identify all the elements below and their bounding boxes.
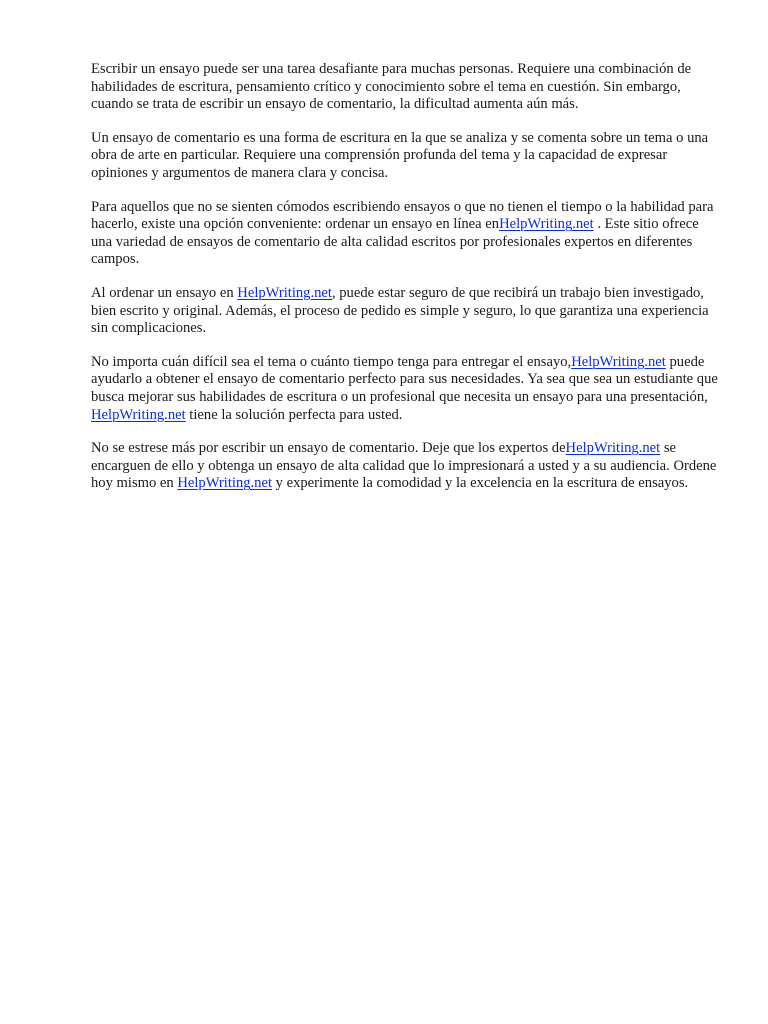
paragraph-text: tiene la solución perfecta para usted. [185, 406, 403, 423]
helpwriting-link[interactable]: HelpWriting.net [565, 440, 661, 457]
paragraph-5 [91, 354, 721, 424]
paragraph-text: y experimente la comodidad y la excelencia en la escritura de ensayos. [272, 475, 689, 492]
helpwriting-link[interactable]: HelpWriting.net [237, 284, 332, 301]
paragraph-text: Escribir un ensayo puede ser una tarea desafiante para muchas personas. Requiere una combinación de habilidades de escritura, pensamiento crítico y conocimiento sobre el tema en cuestión. Sin embargo, cuando se trata de escribir un ensayo de comentario, la dificultad aumenta aún más. [91, 61, 692, 113]
paragraph-text: . Este sitio ofrece una variedad de ensayos de comentario de alta calidad escritos por profesionales expertos en diferentes campos. [91, 216, 699, 268]
paragraph-text: No se estrese más por escribir un ensayo de comentario. Deje que los expertos de [91, 440, 566, 457]
paragraph-1 [91, 61, 721, 114]
paragraph-text: se encarguen de ello y obtenga un ensayo de alta calidad que lo impresionará a usted y a su audiencia. Ordene hoy mismo en [91, 440, 717, 492]
helpwriting-link[interactable]: HelpWriting.net [499, 216, 594, 233]
paragraph-3 [91, 199, 721, 269]
paragraph-2 [91, 130, 721, 183]
paragraph-4 [91, 285, 721, 338]
helpwriting-link[interactable]: HelpWriting.net [177, 475, 273, 492]
paragraph-text: , puede estar seguro de que recibirá un trabajo bien investigado, bien escrito y original. Además, el proceso de pedido es simple y seguro, lo que garantiza una experiencia sin complicaciones. [91, 284, 709, 337]
document-body [91, 61, 721, 509]
paragraph-text: puede ayudarlo a obtener el ensayo de comentario perfecto para sus necesidades. Ya sea que sea un estudiante que busca mejorar sus habilidades de escritura o un profesional que necesita un ensayo para una presentación, [91, 353, 718, 405]
paragraph-text: No importa cuán difícil sea el tema o cuánto tiempo tenga para entregar el ensayo, [91, 353, 572, 370]
paragraph-text: Un ensayo de comentario es una forma de escritura en la que se analiza y se comenta sobre un tema o una obra de arte en particular. Requiere una comprensión profunda del tema y la capacidad de expresar opiniones y argumentos de manera clara y concisa. [91, 129, 709, 181]
paragraph-6 [91, 440, 721, 493]
paragraph-text: Al ordenar un ensayo en [91, 284, 238, 301]
paragraph-text: Para aquellos que no se sienten cómodos escribiendo ensayos o que no tienen el tiempo o la habilidad para hacerlo, existe una opción conveniente: ordenar un ensayo en línea en [91, 198, 714, 233]
helpwriting-link[interactable]: HelpWriting.net [91, 406, 186, 423]
helpwriting-link[interactable]: HelpWriting.net [571, 353, 666, 370]
